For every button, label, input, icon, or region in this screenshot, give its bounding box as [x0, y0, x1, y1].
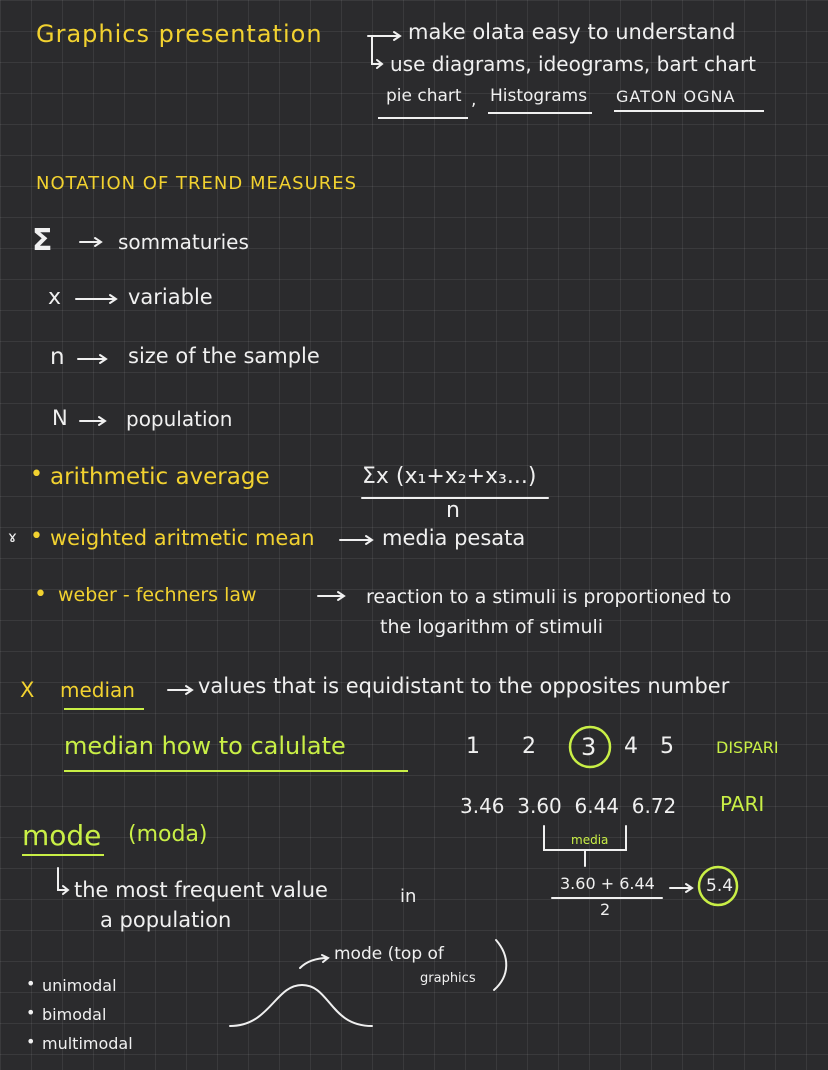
- sigma-label: sommaturies: [118, 230, 249, 254]
- weber-desc-2: the logarithm of stimuli: [380, 616, 604, 638]
- header-pie-chart: pie chart: [386, 86, 462, 106]
- bullet: •: [30, 462, 43, 487]
- page-title: Graphics presentation: [36, 20, 323, 48]
- N-label: population: [126, 407, 233, 431]
- media-pesata: media pesata: [382, 526, 526, 550]
- underline: [64, 708, 144, 710]
- median-desc: values that is equidistant to the opposites number: [198, 674, 730, 698]
- odd-label: DISPARI: [716, 738, 779, 757]
- odd-number-median: 3: [581, 733, 597, 761]
- median-label: median: [60, 678, 135, 702]
- header-histograms: Histograms: [490, 86, 588, 106]
- mode-type-bimodal: bimodal: [42, 1005, 107, 1024]
- n-symbol: n: [50, 344, 65, 370]
- calc-numerator: 3.60 + 6.44: [560, 874, 655, 893]
- mode-curve-label-1: mode (top of: [334, 944, 444, 964]
- bullet: •: [26, 974, 36, 993]
- weighted-mean: weighted aritmetic mean: [50, 526, 315, 550]
- arrow-icon: [340, 536, 372, 544]
- odd-number: 1: [466, 734, 480, 759]
- median-mark: X: [20, 678, 35, 702]
- formula-numerator: Σx (x₁+x₂+x₃...): [362, 464, 537, 489]
- comma: ,: [471, 90, 477, 110]
- mode-title: mode: [22, 819, 102, 852]
- header-gaton: GATON OGNA: [616, 87, 736, 106]
- bullet: •: [26, 1003, 36, 1022]
- underline: [488, 112, 592, 114]
- odd-number: 5: [660, 734, 674, 759]
- underline: [22, 854, 104, 856]
- underline: [614, 110, 764, 112]
- bullet: •: [34, 582, 47, 607]
- formula-denominator: n: [446, 498, 460, 523]
- paren: [494, 940, 506, 990]
- arrow-icon: [78, 355, 106, 363]
- mode-curve: [230, 985, 372, 1026]
- header-line-2: use diagrams, ideograms, bart chart: [390, 52, 757, 76]
- sigma-symbol: Σ: [32, 223, 53, 258]
- arrow-icon: [318, 592, 344, 600]
- mode-desc-in: in: [400, 886, 417, 907]
- arrow-icon: [300, 955, 328, 968]
- mode-type-multimodal: multimodal: [42, 1034, 133, 1053]
- arrow-icon: [76, 295, 116, 303]
- mode-title-it: (moda): [128, 822, 208, 847]
- median-how-to: median how to calulate: [64, 732, 346, 760]
- bullet: •: [26, 1032, 36, 1051]
- arithmetic-average: arithmetic average: [50, 464, 270, 490]
- underline: [64, 770, 408, 772]
- weber-desc-1: reaction to a stimuli is proportioned to: [366, 586, 732, 608]
- media-box-label: media: [571, 833, 609, 847]
- weighted-mark: ɤ: [8, 528, 17, 546]
- mode-desc-1: the most frequent value: [74, 878, 328, 902]
- x-symbol: x: [48, 285, 62, 310]
- bullet: •: [30, 524, 43, 549]
- even-numbers: 3.46 3.60 6.44 6.72: [460, 794, 677, 818]
- n-label: size of the sample: [128, 344, 320, 368]
- header-line-1: make olata easy to understand: [408, 20, 736, 44]
- arrow-icon: [670, 884, 692, 892]
- arrow-icon: [58, 868, 68, 894]
- mode-desc-2: a population: [100, 908, 232, 932]
- notation-heading: NOTATION OF TREND MEASURES: [36, 173, 358, 194]
- even-label: PARI: [720, 792, 765, 816]
- result-value: 5.4: [706, 876, 734, 896]
- calc-denominator: 2: [600, 900, 611, 919]
- arrow-icon: [80, 238, 101, 246]
- odd-number: 2: [522, 734, 536, 759]
- arrow-icon: [80, 417, 105, 425]
- underline: [378, 117, 468, 119]
- arrow-icon: [168, 686, 192, 694]
- weber-fechner-law: weber - fechners law: [58, 584, 257, 606]
- odd-number: 4: [624, 734, 638, 759]
- N-symbol: N: [52, 406, 68, 430]
- mode-curve-label-2: graphics: [420, 971, 476, 986]
- arrow-icon: [372, 36, 382, 68]
- x-label: variable: [128, 285, 213, 309]
- mode-type-unimodal: unimodal: [42, 976, 117, 995]
